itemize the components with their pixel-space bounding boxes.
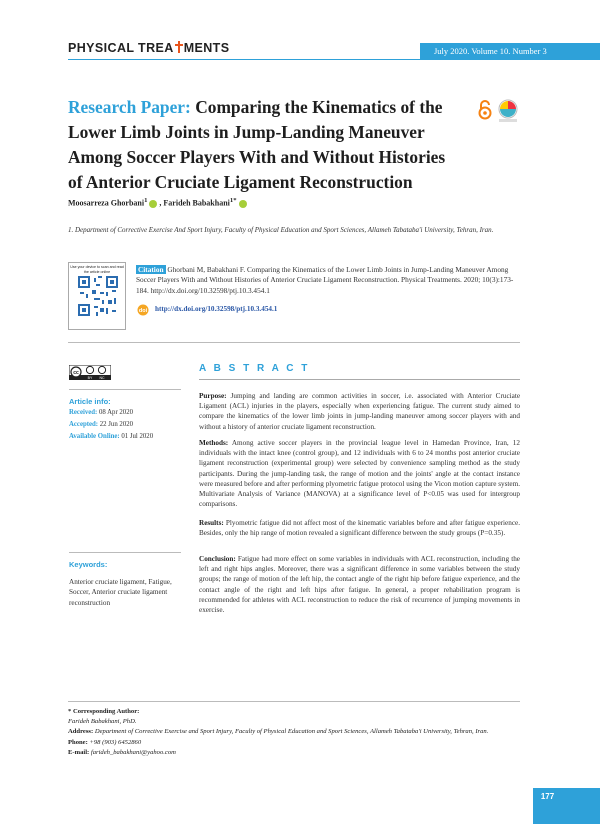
qr-code-box[interactable] [68,262,126,330]
author-name: Farideh Babakhani [163,198,230,208]
journal-name-right: MENTS [183,41,230,55]
address-label: Address: [68,728,94,736]
accepted-label: Accepted: [69,421,99,428]
author-list [68,197,249,208]
received-date [69,409,133,416]
left-divider [69,389,181,390]
abstract-results [199,518,520,538]
qr-code-icon [78,276,118,316]
corresponding-author [68,707,528,758]
author-name: Moosarreza Ghorbani [68,198,145,208]
svg-text:doi: doi [138,308,148,315]
author-sup: 1 [144,197,148,204]
footer-divider [68,701,520,702]
keywords-heading: Keywords: [69,560,108,569]
citation-body: Ghorbani M, Babakhani F. Comparing the Kinematics of the Lower Limb Joints in Jump-Landing Maneuver Among Soccer Players With and Without Histories of Anterior Cruciate Ligament Reconstruction. Physical Treatments. 2020; 10(3):173-184. http://dx.doi.org/10.32598/ptj.10.3.454.1 [136,265,514,295]
online-label: Available Online: [69,433,120,440]
section-divider [68,342,520,343]
orcid-icon[interactable] [149,200,157,208]
results-text: Plyometric fatigue did not affect most of the kinematic variables before and after fatigue experience. Besides, only the hip range of motion revealed a significant difference between the study groups (P=0.35). [199,519,520,538]
left-divider [69,552,181,553]
accepted-date [69,421,133,428]
keywords-list: Anterior cruciate ligament, Fatigue, Soccer, Anterior cruciate ligament reconstruction [69,578,172,607]
abstract-heading: A B S T R A C T [199,363,310,374]
email-label: E-mail: [68,748,90,756]
affiliation: 1. Department of Corrective Exercise And Sport Injury, Faculty of Physical Education and Sport Sciences, Allameh Tabataba'i University, Tehran, Iran. [68,226,494,234]
corresponding-heading: * Corresponding Author: [68,708,140,715]
doi-icon [136,304,150,316]
open-access-icon[interactable] [478,100,492,120]
crossmark-icon[interactable] [497,99,519,123]
author-separator: , [159,198,162,208]
header-divider [68,59,600,60]
abstract-divider [199,379,520,380]
received-value: 08 Apr 2020 [99,409,133,416]
purpose-text: Jumping and landing are common activities in soccer, i.e. associated with Anterior Cruciate Ligament (ACL) injuries in the players, especially when experiencing fatigue. The current study aimed to compare the kinematics of the lower limb joints in jump-landing maneuver among soccer players with and without a history of anterior cruciate ligament reconstruction. [199,392,521,431]
author-sup: 1* [229,197,237,204]
methods-label: Methods: [199,439,229,447]
received-label: Received: [69,409,98,416]
citation-label: Citation [138,265,164,274]
cc-nc-text: NC [99,376,105,380]
issue-banner: July 2020. Volume 10. Number 3 [420,43,600,59]
doi-link[interactable]: http://dx.doi.org/10.32598/ptj.10.3.454.1 [155,305,278,313]
paper-title [68,95,463,195]
methods-text: Among active soccer players in the provincial league level in Hamedan Province, Iran, 12 individuals with the intact knee (control group), and 12 individuals with 6 to 24 months post anterior cruciate ligament reconstruction (experimental group) were selected by convenience sampling method as the study participants. During the jump-landing task, the range of motion and the joints' angle at the contact instance were measured before and after performing plyometric fatigue protocol using the Vicon motion capture system. Multivariate Analysis of Variance (MANOVA) at a significance level of P<0.05 was used for intergroup comparisons. [199,439,520,509]
conclusion-label: Conclusion: [199,555,236,563]
phone-label: Phone: [68,738,88,746]
accepted-value: 22 Jun 2020 [99,421,134,428]
abstract-methods [199,438,520,509]
address-text: Department of Corrective Exercise and Sport Injury, Faculty of Physical Education and Sport Sciences, Allameh Tabataba'i University, Tehran, Iran. [94,728,489,736]
journal-name [68,41,229,55]
purpose-label: Purpose: [199,392,227,400]
orcid-icon[interactable] [239,200,247,208]
paper-type-label: Research Paper: [68,97,191,117]
cc-text: cc [73,370,79,376]
article-info-heading: Article info: [69,397,111,406]
abstract-conclusion [199,554,520,615]
cc-by-text: BY [87,376,93,380]
qr-label: Use your device to scan and read the article online [70,265,124,274]
online-value: 01 Jul 2020 [121,433,154,440]
phone-text: +98 (903) 6452860 [89,738,142,746]
online-date [69,433,153,440]
email-text[interactable]: farideh_babakhani@yahoo.com [90,748,176,756]
conclusion-text: Fatigue had more effect on some variables in individuals with ACL reconstruction, including the left and right hips angles. Moreover, there was a significant difference in some variables between the study groups; the range of motion of the left hip, the contact angle of the right hip before fatigue experience, and the contact angle of the right and left hips after fatigue. In general, a proper rehabilitation program is recommended for athletes with ACL reconstruction to reduce the risk of recurrence of jumping movements in exercise. [199,555,520,615]
journal-name-left: PHYSICAL TREA [68,41,174,55]
cross-icon [175,41,183,53]
results-label: Results: [199,519,224,527]
citation-text [136,265,516,296]
abstract-purpose [199,391,520,432]
page-number: 177 [540,792,555,801]
cc-license-icon[interactable] [69,365,111,380]
corresponding-name: Farideh Babakhani, PhD. [68,718,137,726]
paper-title-text: Comparing the Kinematics of the Lower Limb Joints in Jump-Landing Maneuver Among Soccer Players With and Without Histories of Anterior Cruciate Ligament Reconstruction [68,97,446,192]
